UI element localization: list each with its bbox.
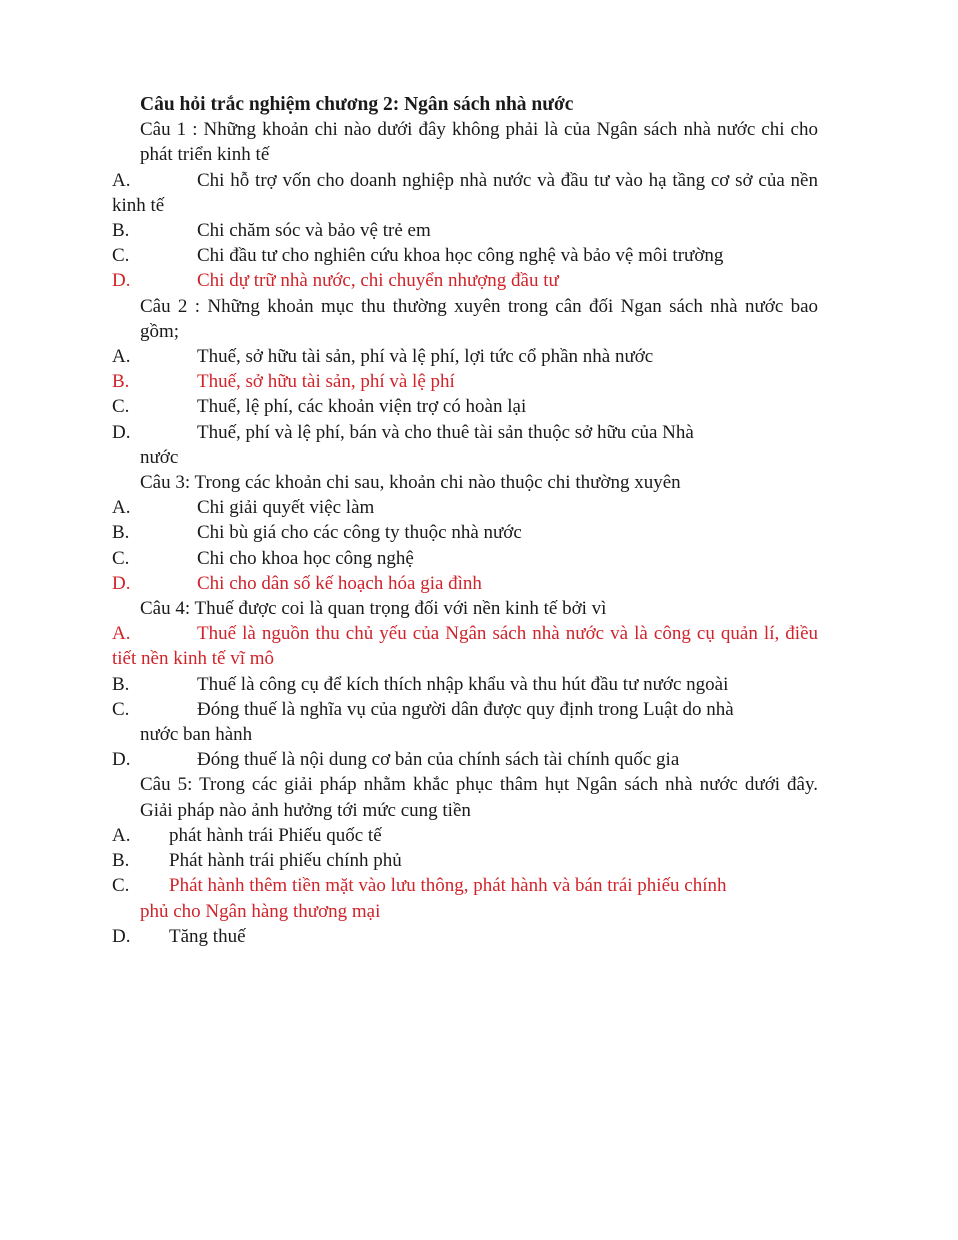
option-letter: D. (112, 421, 131, 443)
question-text-cont: nước chi cho phát triển kinh tế (140, 119, 818, 166)
option-text: Chi hỗ trợ vốn cho doanh nghiệp nhà nước và đầu tư vào hạ tầng cơ (197, 169, 730, 191)
q2-option-a (112, 344, 818, 369)
option-letter: B. (112, 850, 130, 872)
q5-option-c-correct (112, 873, 818, 923)
option-text: Thuế, sở hữu tài sản, phí và lệ phí, lợi tức cổ phần nhà nước (197, 346, 654, 368)
option-letter: D. (112, 572, 131, 594)
q4-option-a-correct (112, 621, 818, 671)
question-text: Câu 5: Trong các giải pháp nhằm khắc phục thâm hụt Ngân sách nhà nước (140, 774, 738, 796)
option-text-cont: sở của nền kinh tế (112, 169, 818, 216)
option-letter: A. (112, 169, 131, 191)
option-text: phát hành trái Phiếu quốc tế (169, 824, 382, 846)
option-letter: D. (112, 749, 131, 771)
option-text: Chi giải quyết việc làm (197, 497, 375, 519)
option-text: Đóng thuế là nội dung cơ bản của chính sách tài chính quốc gia (197, 749, 680, 771)
q2-option-c (112, 394, 818, 419)
quiz-document (112, 92, 818, 949)
q4-option-b (112, 672, 818, 697)
option-text: Thuế là công cụ để kích thích nhập khẩu và thu hút đầu tư nước ngoài (197, 673, 729, 695)
option-text: Thuế là nguồn thu chủ yếu của Ngân sách nhà nước và là công cụ (197, 623, 715, 645)
question-3 (112, 470, 818, 495)
option-letter: A. (112, 824, 131, 846)
question-4 (112, 596, 818, 621)
question-text: Câu 4: Thuế được coi là quan trọng đối với nền kinh tế bởi vì (140, 598, 607, 620)
question-text-cont: dưới đây. Giải pháp nào ảnh hưởng tới mức cung tiền (140, 774, 819, 821)
option-text-cont: quản lí, điều tiết nền kinh tế vĩ mô (112, 623, 819, 670)
question-2 (112, 294, 818, 344)
option-letter: C. (112, 875, 130, 897)
option-text: Tăng thuế (169, 925, 246, 947)
option-letter: B. (112, 220, 130, 242)
option-text: Chi bù giá cho các công ty thuộc nhà nước (197, 522, 522, 544)
option-text: Phát hành thêm tiền mặt vào lưu thông, phát hành và bán trái phiếu chính (169, 875, 727, 897)
q5-option-d (112, 924, 818, 949)
question-text: Câu 2 : Những khoản mục thu thường xuyên trong cân đối Ngan sách nhà (140, 295, 738, 317)
question-5 (112, 772, 818, 822)
q5-option-b (112, 848, 818, 873)
option-letter: A. (112, 346, 131, 368)
q1-option-b (112, 218, 818, 243)
option-text: Chi dự trữ nhà nước, chi chuyển nhượng đầu tư (197, 270, 559, 292)
option-letter: C. (112, 245, 130, 267)
option-letter: A. (112, 623, 131, 645)
question-text: Câu 3: Trong các khoản chi sau, khoản chi nào thuộc chi thường xuyên (140, 472, 681, 494)
q1-option-d-correct (112, 268, 818, 293)
option-text: Chi cho dân số kế hoạch hóa gia đình (197, 572, 482, 594)
question-1 (112, 117, 818, 167)
option-text: Phát hành trái phiếu chính phủ (169, 850, 402, 872)
option-letter: A. (112, 497, 131, 519)
q5-option-a (112, 823, 818, 848)
q2-option-b-correct (112, 369, 818, 394)
q4-option-c (112, 697, 818, 747)
q4-option-d (112, 747, 818, 772)
q3-option-b (112, 520, 818, 545)
option-letter: C. (112, 698, 130, 720)
option-letter: B. (112, 371, 130, 393)
q2-option-d (112, 420, 818, 470)
q3-option-d-correct (112, 571, 818, 596)
option-text-cont: phủ cho Ngân hàng thương mại (140, 900, 381, 922)
q3-option-c (112, 546, 818, 571)
option-text: Chi cho khoa học công nghệ (197, 547, 414, 569)
option-letter: D. (112, 925, 131, 947)
q3-option-a (112, 495, 818, 520)
option-text: Thuế, sở hữu tài sản, phí và lệ phí (197, 371, 455, 393)
question-text: Câu 1 : Những khoản chi nào dưới đây không phải là của Ngân sách nhà (140, 119, 711, 141)
option-letter: B. (112, 673, 130, 695)
option-text: Thuế, phí và lệ phí, bán và cho thuê tài sản thuộc sở hữu của Nhà (197, 421, 694, 443)
option-text: Thuế, lệ phí, các khoản viện trợ có hoàn lại (197, 396, 527, 418)
option-text-cont: nước (140, 446, 179, 468)
option-letter: C. (112, 396, 130, 418)
q1-option-c (112, 243, 818, 268)
question-text-cont: nước bao gồm; (140, 295, 819, 342)
option-text: Chi đầu tư cho nghiên cứu khoa học công nghệ và bảo vệ môi trường (197, 245, 724, 267)
option-text: Đóng thuế là nghĩa vụ của người dân được quy định trong Luật do nhà (197, 698, 734, 720)
option-text: Chi chăm sóc và bảo vệ trẻ em (197, 220, 431, 242)
option-letter: D. (112, 270, 131, 292)
option-text-cont: nước ban hành (140, 724, 253, 746)
option-letter: B. (112, 522, 130, 544)
q1-option-a (112, 168, 818, 218)
document-title: Câu hỏi trắc nghiệm chương 2: Ngân sách nhà nước (140, 94, 574, 115)
option-letter: C. (112, 547, 130, 569)
